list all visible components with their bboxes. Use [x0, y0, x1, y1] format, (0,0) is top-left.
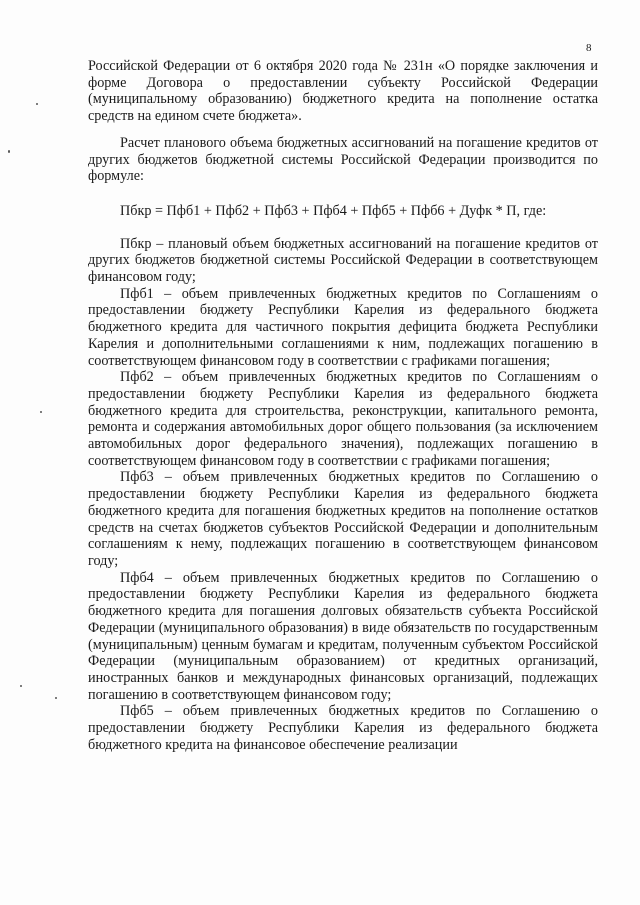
definition-pbkr: Пбкр – плановый объем бюджетных ассигнований на погашение кредитов от других бюджетов бюджетной системы Российской Федерации в соответствующем финансовом году; — [88, 235, 598, 286]
scan-speck — [40, 411, 42, 413]
definition-pfb4: Пфб4 – объем привлеченных бюджетных кредитов по Соглашению о предоставлении бюджету Республики Карелия из федерального бюджета бюджетного кредита для погашения долговых обязательств субъекта Российской Федерации (муниципального образования) в виде обязательств по государственным (муниципальным) ценным бумагам и кредитам, полученным субъектом Российской Федерации (муниципальным образованием) от кредитных организаций, иностранных банков и международных финансовых организаций, подлежащих погашению в соответствующем финансовом году; — [88, 569, 598, 703]
page-number: 8 — [586, 42, 592, 54]
definition-pfb3: Пфб3 – объем привлеченных бюджетных кредитов по Соглашению о предоставлении бюджету Республики Карелия из федерального бюджета бюджетного кредита для погашения бюджетных кредитов на пополнение остатков средств на счетах бюджетов субъектов Российской Федерации и дополнительным соглашениям к нему, подлежащих погашению в соответствующем финансовом году; — [88, 469, 598, 569]
scan-speck — [8, 150, 10, 153]
scan-speck — [36, 103, 38, 105]
definition-pfb5: Пфб5 – объем привлеченных бюджетных кредитов по Соглашению о предоставлении бюджету Республики Карелия из федерального бюджета бюджетного кредита на финансовое обеспечение реализации — [88, 703, 598, 753]
scan-speck — [20, 685, 22, 687]
formula: Пбкр = Пфб1 + Пфб2 + Пфб3 + Пфб4 + Пфб5 + Пфб6 + Дуфк * П, где: — [120, 202, 547, 219]
definition-pfb2: Пфб2 – объем привлеченных бюджетных кредитов по Соглашениям о предоставлении бюджету Республики Карелия из федерального бюджета бюджетного кредита для строительства, реконструкции, капитального ремонта, ремонта и содержания автомобильных дорог общего пользования (за исключением автомобильных дорог федерального значения), подлежащих погашению в соответствующем финансовом году в соответствии с графиками погашения; — [88, 369, 598, 469]
definition-pfb1: Пфб1 – объем привлеченных бюджетных кредитов по Соглашениям о предоставлении бюджету Республики Карелия из федерального бюджета бюджетного кредита для частичного покрытия дефицита бюджета Республики Карелия и дополнительными соглашениями к ним, подлежащих погашению в соответствующем финансовом году в соответствии с графиками погашения; — [88, 285, 598, 369]
document-body — [88, 58, 598, 753]
scan-speck — [55, 697, 57, 699]
paragraph-calculation-intro: Расчет планового объема бюджетных ассигнований на погашение кредитов от других бюджетов бюджетной системы Российской Федерации производится по формуле: — [88, 134, 598, 185]
paragraph-continuation: Российской Федерации от 6 октября 2020 года № 231н «О порядке заключения и форме Договора о предоставлении субъекту Российской Федерации (муниципальному образованию) бюджетного кредита на пополнение остатка средств на едином счете бюджета». — [88, 58, 598, 125]
